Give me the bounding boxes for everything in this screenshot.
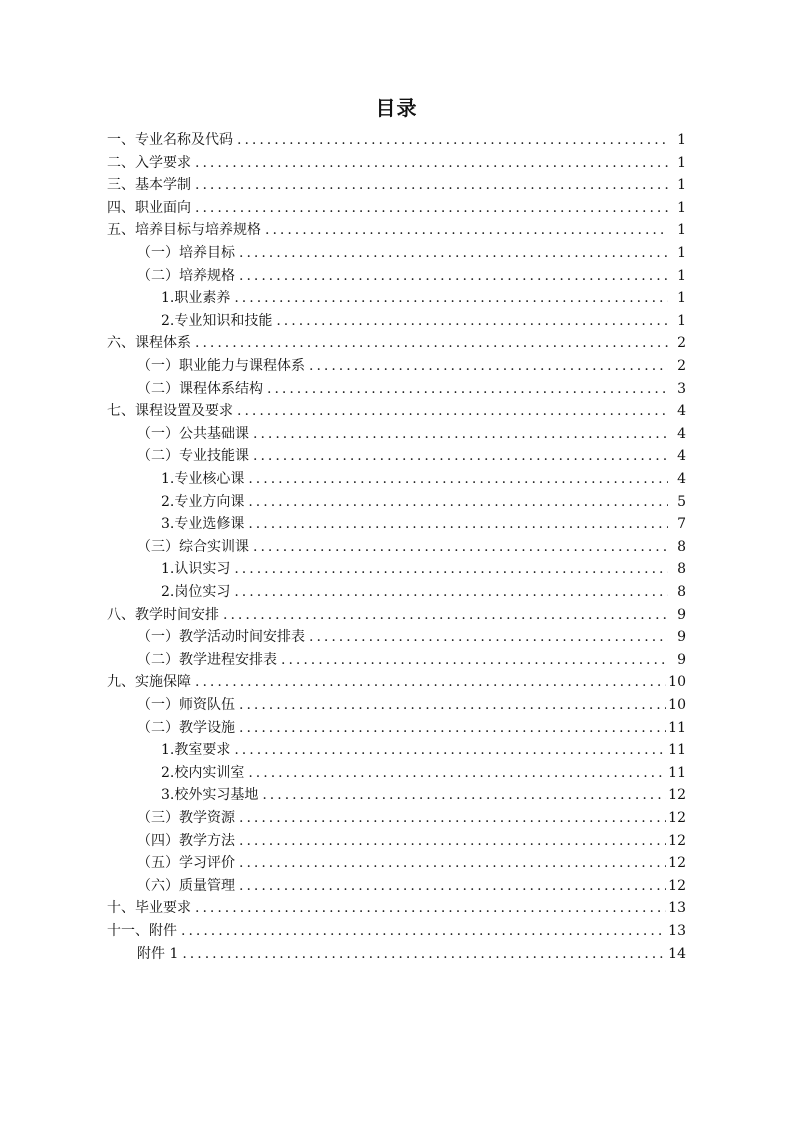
toc-dot-leader [248,515,668,533]
toc-page-number: 2 [677,335,686,352]
toc-page-number: 7 [677,516,686,533]
toc-dot-leader [181,922,666,940]
toc-page-number: 10 [668,674,686,691]
toc-page-number: 3 [677,380,686,397]
toc-page-number: 1 [677,132,686,148]
toc-dot-leader [248,493,668,511]
toc-page-number: 4 [677,403,686,420]
toc-entry-label: 3.校外实习基地 [161,787,259,804]
toc-page-number: 8 [677,538,686,555]
toc-page-number: 12 [668,810,686,826]
toc-dot-leader [195,176,668,194]
toc-entry[interactable] [107,602,686,624]
toc-dot-leader [195,673,666,691]
toc-entry-label: 1.专业核心课 [161,471,245,487]
toc-entry-label: （一）教学活动时间安排表 [137,629,305,646]
toc-entry-label: （一）公共基础课 [137,425,249,442]
toc-dot-leader [195,334,668,352]
toc-entry[interactable] [107,127,686,149]
toc-entry-label: （五）学习评价 [137,855,235,872]
toc-entry-label: 八、教学时间安排 [107,606,219,623]
toc-entry[interactable] [137,443,686,465]
toc-dot-leader [309,628,668,646]
toc-dot-leader [239,809,666,827]
toc-entry[interactable] [107,150,686,172]
toc-entry-label: 五、培养目标与培养规格 [107,222,261,239]
toc-entry[interactable] [137,828,686,850]
toc-page-number: 2 [677,358,686,374]
toc-page-number: 1 [677,222,686,239]
toc-entry[interactable] [137,353,686,375]
toc-dot-leader [239,854,666,872]
toc-page-number: 11 [668,719,686,736]
toc-entry[interactable] [161,466,686,488]
toc-entry-label: （六）质量管理 [137,877,235,894]
toc-entry[interactable] [107,217,686,239]
toc-dot-leader [234,741,666,759]
toc-dot-leader [239,719,666,737]
toc-dot-leader [195,154,668,172]
toc-page-number: 12 [668,877,686,894]
toc-entry-label: （四）教学方法 [137,832,235,849]
toc-entry[interactable] [161,308,686,330]
toc-entry-label: 四、职业面向 [107,199,191,216]
toc-entry-label: 2.专业方向课 [161,493,245,510]
toc-entry-label: 三、基本学制 [107,177,191,194]
toc-dot-leader [195,899,666,917]
toc-entry[interactable] [161,556,686,578]
toc-page-number: 4 [677,425,686,442]
toc-dot-leader [237,131,668,149]
toc-page-number: 8 [677,561,686,578]
toc-dot-leader [237,402,668,420]
toc-page-number: 1 [677,154,686,171]
toc-entry[interactable] [161,579,686,601]
toc-page-number: 5 [677,493,686,510]
toc-dot-leader [239,244,668,262]
toc-page-number: 1 [677,267,686,284]
toc-entry[interactable] [137,624,686,646]
toc-entry[interactable] [137,647,686,669]
toc-page-number: 4 [677,471,686,487]
toc-page-number: 9 [677,629,686,646]
toc-entry[interactable] [107,918,686,940]
toc-entry[interactable] [107,895,686,917]
toc-entry-label: 1.职业素养 [161,290,231,307]
toc-entry[interactable] [137,941,686,963]
toc-entry-label: 1.认识实习 [161,561,231,578]
toc-entry[interactable] [137,240,686,262]
toc-page-number: 1 [677,199,686,216]
toc-page-number: 1 [677,290,686,307]
toc-entry[interactable] [161,285,686,307]
toc-entry[interactable] [137,263,686,285]
toc-dot-leader [253,447,668,465]
toc-entry[interactable] [161,737,686,759]
toc-dot-leader [239,832,666,850]
toc-entry[interactable] [137,692,686,714]
toc-entry-label: 3.专业选修课 [161,516,245,533]
toc-entry-label: 1.教室要求 [161,742,231,759]
toc-page-number: 11 [668,742,686,759]
toc-entry-label: （二）专业技能课 [137,448,249,465]
toc-page-number: 12 [668,855,686,872]
toc-dot-leader [195,199,668,217]
toc-page-number: 13 [668,900,686,917]
toc-entry-label: 十一、附件 [107,923,177,939]
toc-page-number: 1 [677,312,686,329]
toc-entry[interactable] [107,398,686,420]
toc-entry-label: 2.校内实训室 [161,764,245,781]
toc-entry-label: （二）教学进程安排表 [137,651,277,668]
toc-entry-label: （一）培养目标 [137,245,235,261]
toc-entry-label: 十、毕业要求 [107,900,191,917]
toc-page-number: 9 [677,651,686,668]
toc-entry[interactable] [107,195,686,217]
toc-entry-label: 一、专业名称及代码 [107,132,233,148]
toc-dot-leader [276,312,668,330]
toc-page-number: 8 [677,584,686,600]
toc-entry-label: 九、实施保障 [107,674,191,691]
toc-dot-leader [253,425,668,443]
toc-dot-leader [262,786,666,804]
toc-entry[interactable] [161,511,686,533]
toc-entry[interactable] [107,669,686,691]
toc-dot-leader [309,357,668,375]
toc-dot-leader [239,267,668,285]
toc-entry[interactable] [137,376,686,398]
toc-dot-leader [234,583,668,601]
toc-entry[interactable] [137,421,686,443]
toc-page-number: 1 [677,245,686,261]
toc-entry-label: （三）综合实训课 [137,538,249,555]
toc-dot-leader [248,470,668,488]
toc-page-number: 11 [668,764,686,781]
toc-page-number: 12 [668,787,686,804]
toc-entry[interactable] [107,330,686,352]
toc-dot-leader [234,289,668,307]
toc-entry-label: （二）课程体系结构 [137,380,263,397]
toc-entry[interactable] [107,172,686,194]
toc-dot-leader [267,380,668,398]
toc-dot-leader [239,877,666,895]
toc-dot-leader [265,221,668,239]
toc-entry[interactable] [161,760,686,782]
toc-page-number: 12 [668,832,686,849]
toc-page-number: 14 [668,945,686,962]
toc-entry[interactable] [137,850,686,872]
toc-page-number: 13 [668,923,686,939]
toc-dot-leader [239,696,666,714]
toc-entry-label: 2.专业知识和技能 [161,312,273,329]
toc-entry-label: （一）职业能力与课程体系 [137,358,305,374]
toc-entry[interactable] [137,873,686,895]
toc-page-number: 1 [677,177,686,194]
toc-entry-label: 六、课程体系 [107,335,191,352]
toc-entry-label: 附件 1 [137,945,179,962]
toc-entry-label: （一）师资队伍 [137,697,235,713]
toc-entry[interactable] [137,534,686,556]
toc-dot-leader [248,764,666,782]
toc-page-number: 10 [668,697,686,713]
toc-entry-label: （二）培养规格 [137,267,235,284]
toc-entry-label: （二）教学设施 [137,719,235,736]
toc-entry[interactable] [161,782,686,804]
toc-dot-leader [223,606,668,624]
toc-title: 目录 [375,96,418,120]
toc-dot-leader [253,538,668,556]
toc-entry[interactable] [137,805,686,827]
toc-entry-label: 七、课程设置及要求 [107,403,233,420]
toc-entry-label: （三）教学资源 [137,810,235,826]
toc-entry[interactable] [161,489,686,511]
toc-dot-leader [234,560,668,578]
toc-entry-label: 2.岗位实习 [161,584,231,600]
toc-page-number: 9 [677,606,686,623]
toc-dot-leader [182,945,666,963]
toc-entry-label: 二、入学要求 [107,154,191,171]
toc-page-number: 4 [677,448,686,465]
toc-dot-leader [281,651,668,669]
toc-entry[interactable] [137,715,686,737]
